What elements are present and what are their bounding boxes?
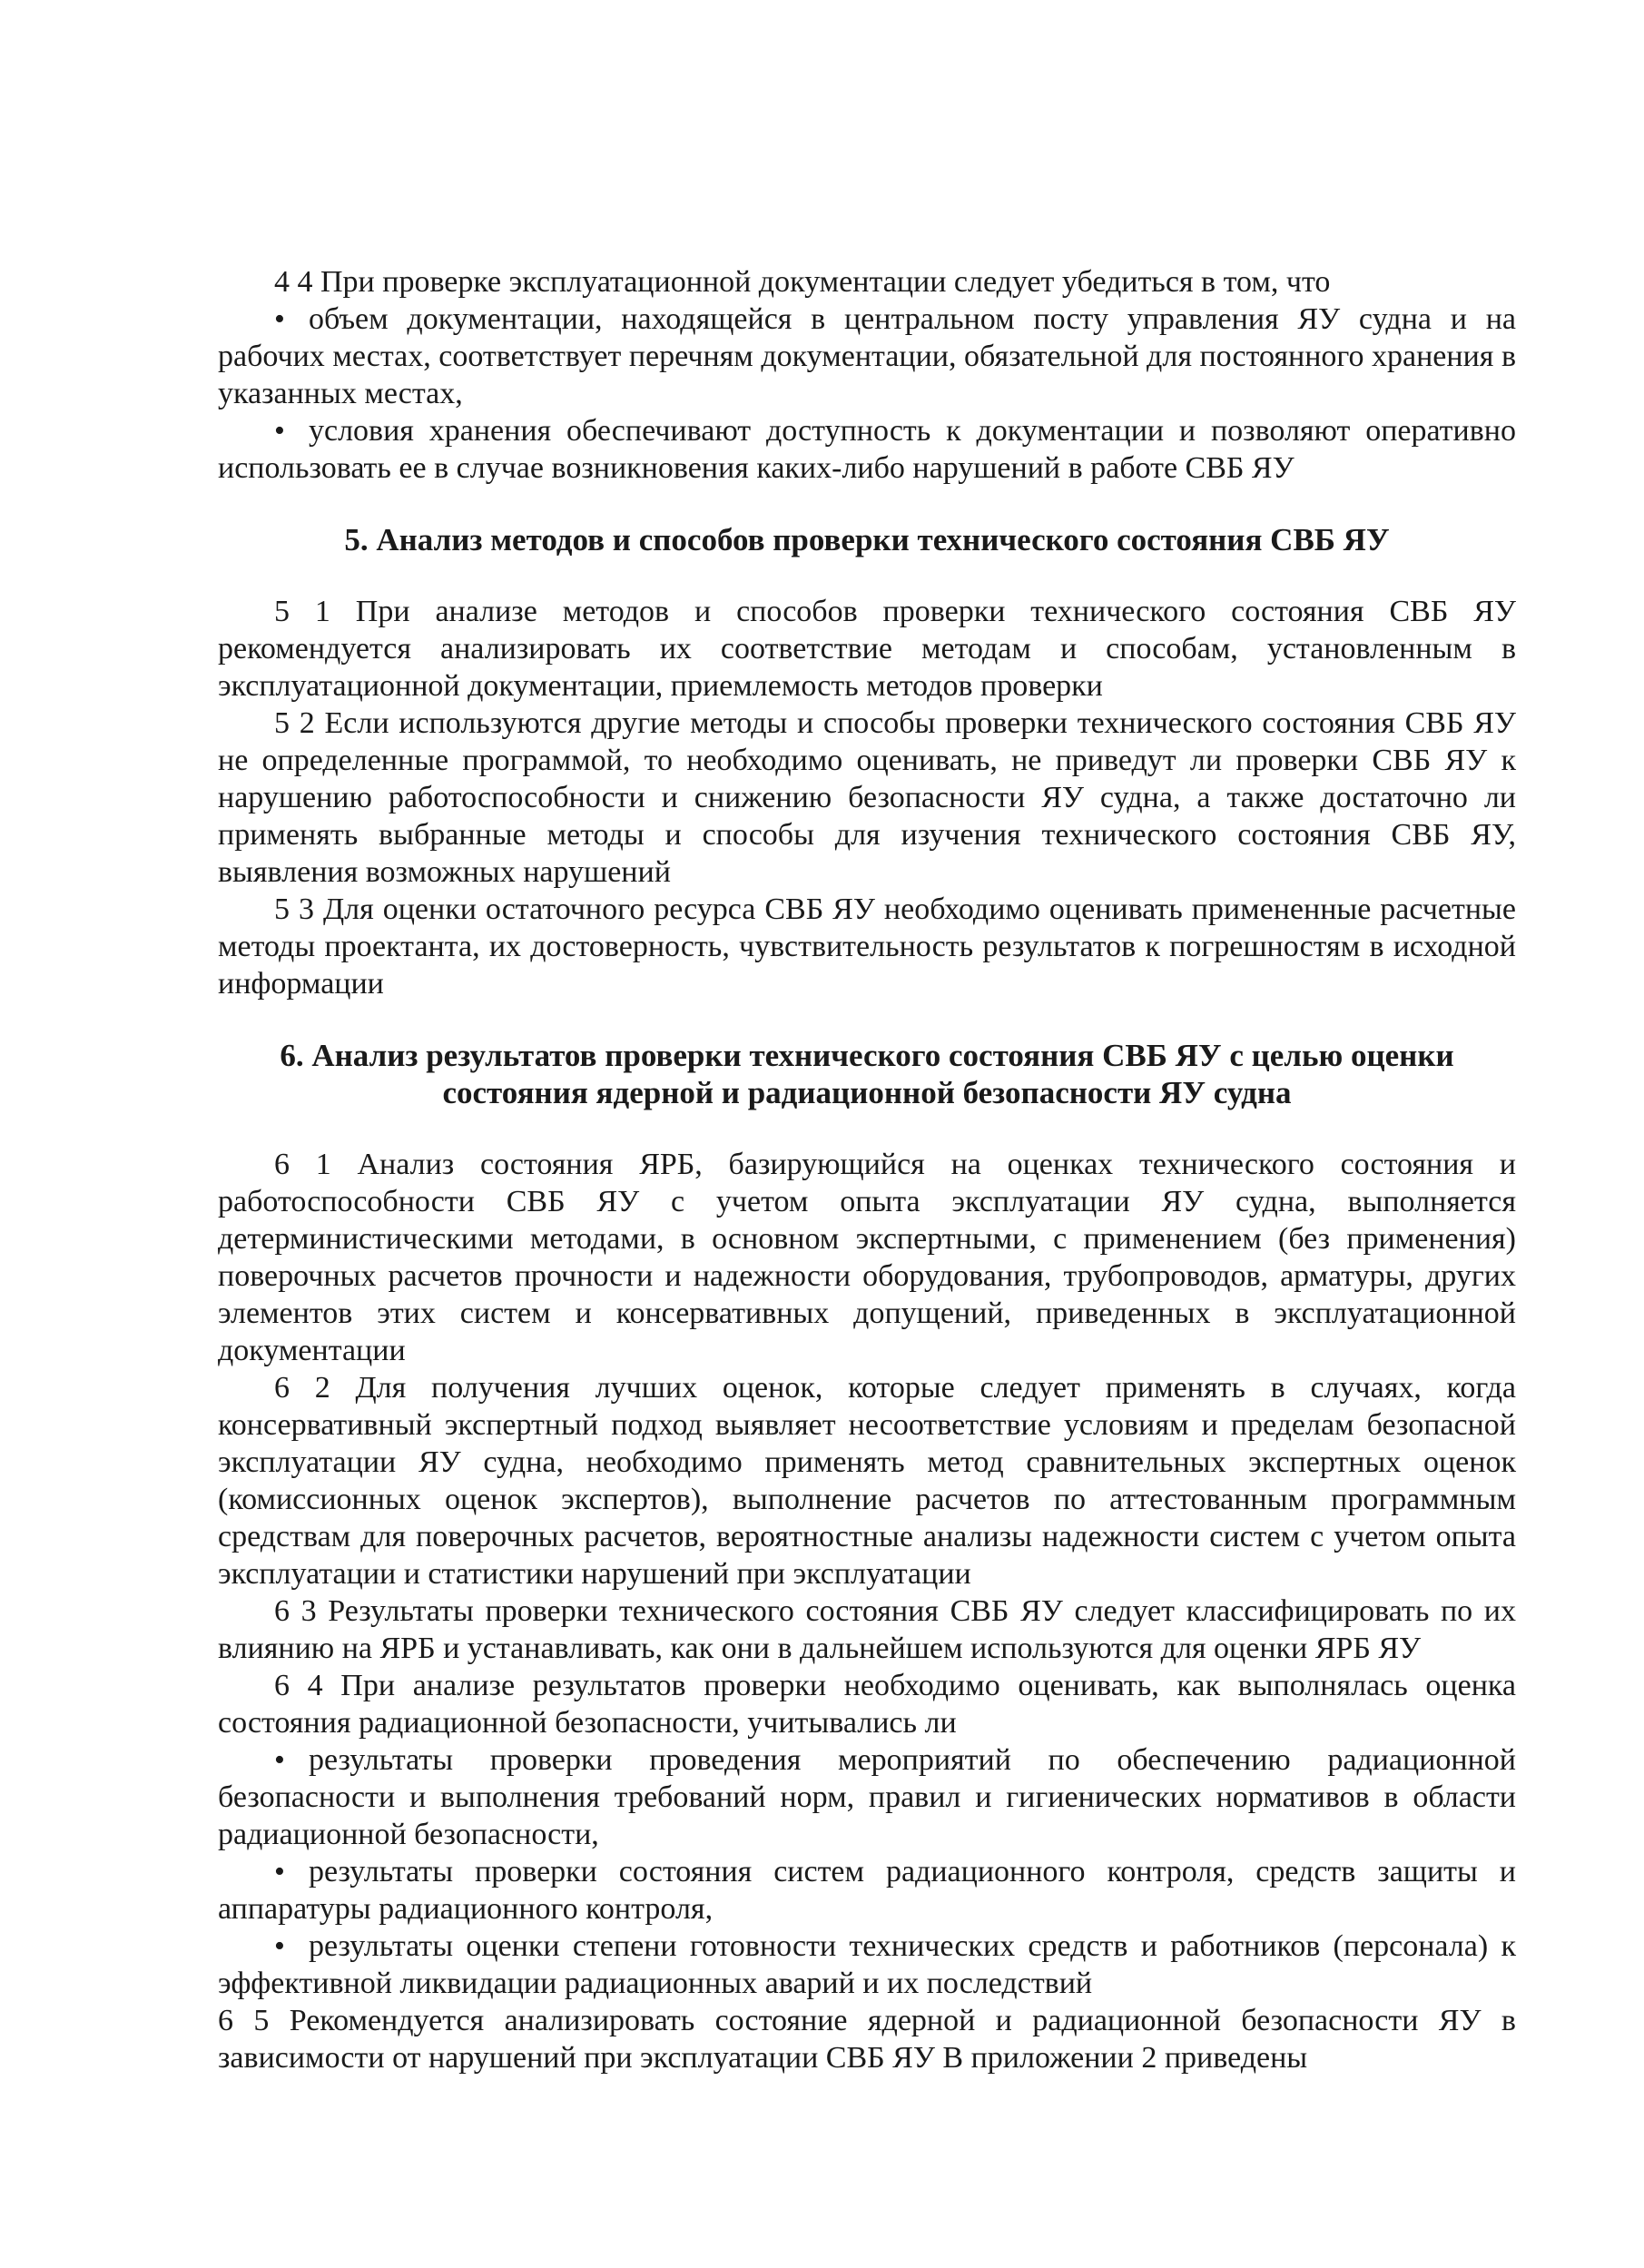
bullet-icon: • [274, 302, 285, 336]
bullet-icon: • [274, 414, 285, 448]
list-item [218, 412, 1516, 487]
paragraph-4-4: 4 4 При проверке эксплуатационной документации следует убедиться в том, что [274, 265, 1331, 299]
paragraph-5-3: 5 3 Для оценки остаточного ресурса СВБ ЯУ необходимо оценивать примененные расчетные методы проектанта, их достоверность, чувствительность результатов к погрешностям в исходной информации [218, 892, 1516, 1001]
paragraph-6-4: 6 4 При анализе результатов проверки необходимо оценивать, как выполнялась оценка состояния радиационной безопасности, учитывались ли [218, 1669, 1516, 1740]
paragraph-6-5: 6 5 Рекомендуется анализировать состояние ядерной и радиационной безопасности ЯУ в зависимости от нарушений при эксплуатации СВБ ЯУ В приложении 2 приведены [218, 2004, 1516, 2075]
section-6-heading-line-1: 6. Анализ результатов проверки технического состояния СВБ ЯУ с целью оценки [280, 1038, 1454, 1073]
bullet-icon: • [274, 1855, 285, 1888]
list-item [218, 1853, 1516, 1928]
list-item [218, 1928, 1516, 2002]
bullet-icon: • [274, 1743, 285, 1777]
list-item [218, 1741, 1516, 1853]
section-5-heading: 5. Анализ методов и способов проверки технического состояния СВБ ЯУ [344, 522, 1390, 557]
paragraph-5-2: 5 2 Если используются другие методы и способы проверки технического состояния СВБ ЯУ не определенные программой, то необходимо оценивать, не приведут ли проверки СВБ ЯУ к нарушению работоспособности и снижению безопасности ЯУ судна, а также достаточно ли применять выбранные методы и способы для изучения технического состояния СВБ ЯУ, выявления возможных нарушений [218, 706, 1516, 889]
list-item-text: результаты проверки проведения мероприятий по обеспечению радиационной безопасности и выполнения требований норм, правил и гигиенических нормативов в области радиационной безопасности, [218, 1743, 1516, 1851]
list-item-text: результаты оценки степени готовности технических средств и работников (персонала) к эффективной ликвидации радиационных аварий и их последствий [218, 1929, 1516, 2000]
list-item-text: объем документации, находящейся в центральном посту управления ЯУ судна и на рабочих местах, соответствует перечням документации, обязательной для постоянного хранения в указанных местах, [218, 302, 1516, 410]
list-item-text: условия хранения обеспечивают доступность к документации и позволяют оперативно использовать ее в случае возникновения каких-либо нарушений в работе СВБ ЯУ [218, 414, 1516, 485]
list-item-text: результаты проверки состояния систем радиационного контроля, средств защиты и аппаратуры радиационного контроля, [218, 1855, 1516, 1926]
list-item [218, 301, 1516, 412]
document-body [218, 263, 1516, 2076]
paragraph-6-1: 6 1 Анализ состояния ЯРБ, базирующийся на оценках технического состояния и работоспособности СВБ ЯУ с учетом опыта эксплуатации ЯУ судна, выполняется детерминистическими методами, в основном экспертными, с применением (без применения) поверочных расчетов прочности и надежности оборудования, трубопроводов, арматуры, других элементов этих систем и консервативных допущений, приведенных в эксплуатационной документации [218, 1148, 1516, 1367]
paragraph-6-3: 6 3 Результаты проверки технического состояния СВБ ЯУ следует классифицировать по их влиянию на ЯРБ и устанавливать, как они в дальнейшем используются для оценки ЯРБ ЯУ [218, 1594, 1516, 1665]
bullet-icon: • [274, 1929, 285, 1963]
section-6-heading-line-2: состояния ядерной и радиационной безопасности ЯУ судна [442, 1075, 1292, 1110]
paragraph-5-1: 5 1 При анализе методов и способов проверки технического состояния СВБ ЯУ рекомендуется анализировать их соответствие методам и способам, установленным в эксплуатационной документации, приемлемость методов проверки [218, 595, 1516, 703]
paragraph-6-2: 6 2 Для получения лучших оценок, которые следует применять в случаях, когда консервативный экспертный подход выявляет несоответствие условиям и пределам безопасной эксплуатации ЯУ судна, необходимо применять метод сравнительных экспертных оценок (комиссионных оценок экспертов), выполнение расчетов по аттестованным программным средствам для поверочных расчетов, вероятностные анализы надежности систем с учетом опыта эксплуатации и статистики нарушений при эксплуатации [218, 1371, 1516, 1591]
